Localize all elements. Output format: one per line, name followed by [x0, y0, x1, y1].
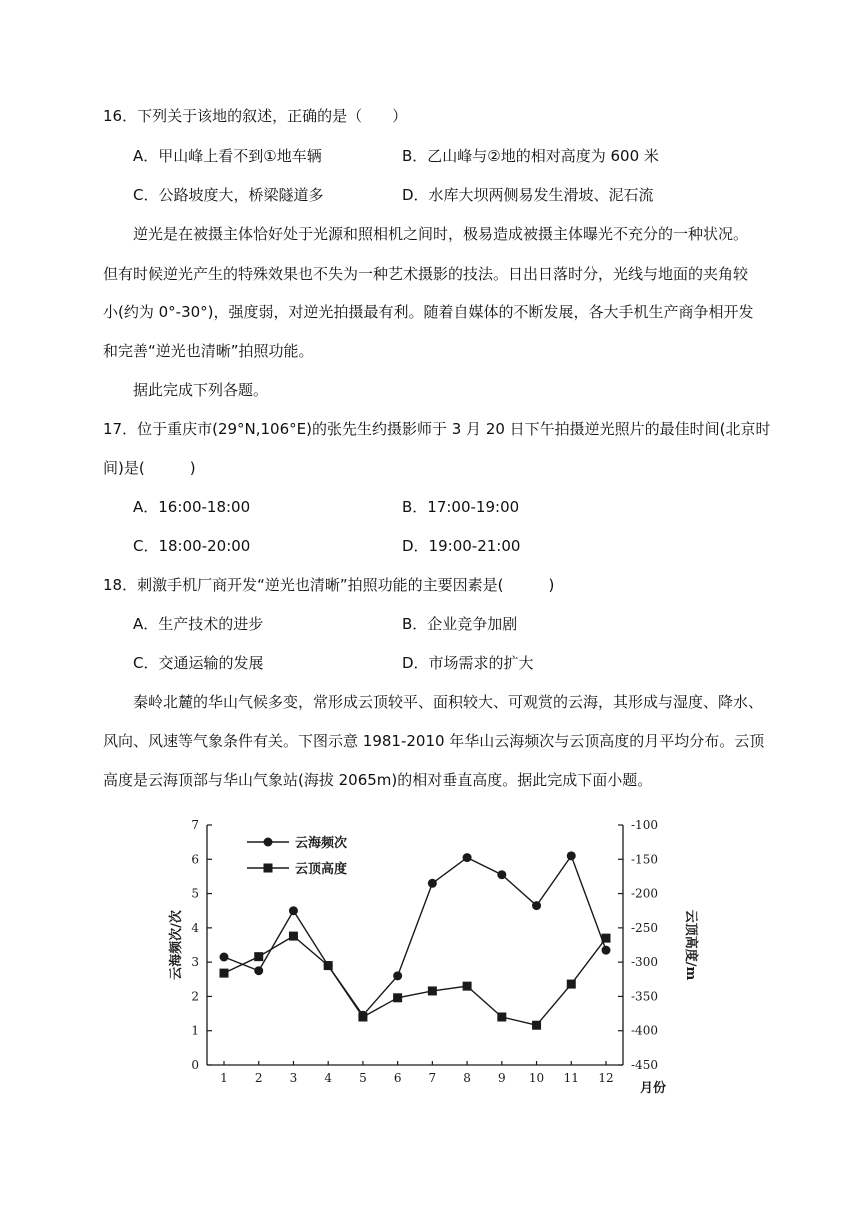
- frequency-point: [393, 971, 402, 980]
- right-axis-label: 云顶高度/m: [683, 909, 698, 981]
- legend-square-marker: [264, 864, 273, 873]
- height-point: [220, 969, 229, 978]
- q16-option-c: C．公路坡度大，桥梁隧道多: [133, 186, 324, 204]
- x-tick-label: 4: [324, 1071, 333, 1085]
- right-y-tick-label: -450: [631, 1058, 658, 1072]
- right-y-tick-label: -350: [631, 989, 658, 1004]
- right-y-tick-label: -250: [631, 920, 658, 935]
- frequency-point: [497, 870, 506, 879]
- x-tick-label: 7: [428, 1071, 437, 1085]
- left-y-tick-label: 2: [191, 989, 199, 1004]
- passage-line: 但有时候逆光产生的特殊效果也不失为一种艺术摄影的技法。日出日落时分，光线与地面的夹角较: [103, 265, 749, 283]
- frequency-point: [428, 879, 437, 888]
- height-point: [393, 993, 402, 1002]
- x-axis-label: 月份: [639, 1081, 667, 1096]
- q18-stem: 18．刺激手机厂商开发“逆光也清晰”拍照功能的主要因素是( ): [103, 576, 555, 594]
- left-y-tick-label: 6: [191, 852, 199, 867]
- frequency-point: [602, 946, 611, 955]
- height-point: [497, 1013, 506, 1022]
- x-tick-label: 3: [289, 1071, 298, 1085]
- series-line-2: [224, 936, 606, 1025]
- right-y-tick-label: -400: [631, 1023, 658, 1038]
- height-point: [358, 1013, 367, 1022]
- q17-option-b: B．17:00-19:00: [402, 498, 520, 516]
- height-point: [532, 1021, 541, 1030]
- passage-line: 高度是云海顶部与华山气象站(海拔 2065m)的相对垂直高度。据此完成下面小题。: [103, 771, 653, 789]
- passage-line: 风向、风速等气象条件有关。下图示意 1981-2010 年华山云海频次与云顶高度的月平均分布。云顶: [103, 732, 765, 750]
- passage-instruction: 据此完成下列各题。: [133, 381, 269, 399]
- height-point: [602, 934, 611, 943]
- x-tick-label: 10: [528, 1071, 545, 1085]
- legend-circle-marker: [264, 838, 273, 847]
- legend-label: 云顶高度: [295, 862, 348, 877]
- x-tick-label: 9: [497, 1071, 506, 1085]
- cloud-sea-chart: [160, 810, 700, 1104]
- left-y-tick-label: 0: [191, 1058, 199, 1072]
- frequency-point: [289, 906, 298, 915]
- passage-line: 秦岭北麓的华山气候多变，常形成云顶较平、面积较大、可观赏的云海，其形成与湿度、降水、: [133, 693, 764, 711]
- series-line-1: [224, 856, 606, 1015]
- q18-option-d: D．市场需求的扩大: [402, 654, 534, 672]
- frequency-point: [463, 853, 472, 862]
- height-point: [463, 982, 472, 991]
- q16-option-d: D．水库大坝两侧易发生滑坡、泥石流: [402, 186, 654, 204]
- right-y-tick-label: -300: [631, 955, 658, 970]
- right-y-tick-label: -100: [631, 818, 658, 832]
- q17-option-c: C．18:00-20:00: [133, 537, 251, 555]
- q17-stem: 17．位于重庆市(29°N,106°E)的张先生约摄影师于 3 月 20 日下午拍摄逆光照片的最佳时间(北京时: [103, 420, 771, 438]
- height-point: [428, 986, 437, 995]
- q16-stem: 16．下列关于该地的叙述，正确的是（ ）: [103, 107, 408, 125]
- q17-option-a: A．16:00-18:00: [133, 498, 251, 516]
- q16-option-b: B．乙山峰与②地的相对高度为 600 米: [402, 147, 659, 165]
- x-tick-label: 6: [393, 1071, 402, 1085]
- q17-option-d: D．19:00-21:00: [402, 537, 521, 555]
- height-point: [289, 932, 298, 941]
- q18-option-c: C．交通运输的发展: [133, 654, 264, 672]
- right-y-tick-label: -150: [631, 852, 658, 867]
- x-tick-label: 2: [254, 1071, 263, 1085]
- passage-line: 逆光是在被摄主体恰好处于光源和照相机之间时，极易造成被摄主体曝光不充分的一种状况。: [133, 225, 749, 243]
- q17-stem-cont: 间)是( ): [103, 459, 196, 477]
- left-y-tick-label: 5: [191, 886, 199, 901]
- frequency-point: [220, 953, 229, 962]
- q18-option-a: A．生产技术的进步: [133, 615, 264, 633]
- chart-svg: [160, 810, 700, 1100]
- frequency-point: [567, 851, 576, 860]
- q18-option-b: B．企业竞争加剧: [402, 615, 518, 633]
- left-y-tick-label: 4: [191, 920, 199, 935]
- x-tick-label: 11: [563, 1071, 579, 1085]
- height-point: [324, 961, 333, 970]
- q16-option-a: A．甲山峰上看不到①地车辆: [133, 147, 322, 165]
- right-y-tick-label: -200: [631, 886, 658, 901]
- left-axis-label: 云海频次/次: [169, 910, 184, 980]
- frequency-point: [254, 966, 263, 975]
- height-point: [567, 980, 576, 989]
- left-y-tick-label: 3: [191, 955, 199, 970]
- passage-line: 小(约为 0°-30°)，强度弱，对逆光拍摄最有利。随着自媒体的不断发展，各大手机生产商争相开发: [103, 303, 754, 321]
- x-tick-label: 8: [463, 1071, 471, 1085]
- passage-line: 和完善“逆光也清晰”拍照功能。: [103, 342, 314, 360]
- left-y-tick-label: 1: [191, 1023, 199, 1038]
- legend-label: 云海频次: [295, 836, 348, 851]
- left-y-tick-label: 7: [191, 818, 199, 832]
- height-point: [254, 952, 263, 961]
- frequency-point: [532, 901, 541, 910]
- x-tick-label: 1: [220, 1071, 228, 1085]
- x-tick-label: 12: [598, 1071, 614, 1085]
- x-tick-label: 5: [359, 1071, 367, 1085]
